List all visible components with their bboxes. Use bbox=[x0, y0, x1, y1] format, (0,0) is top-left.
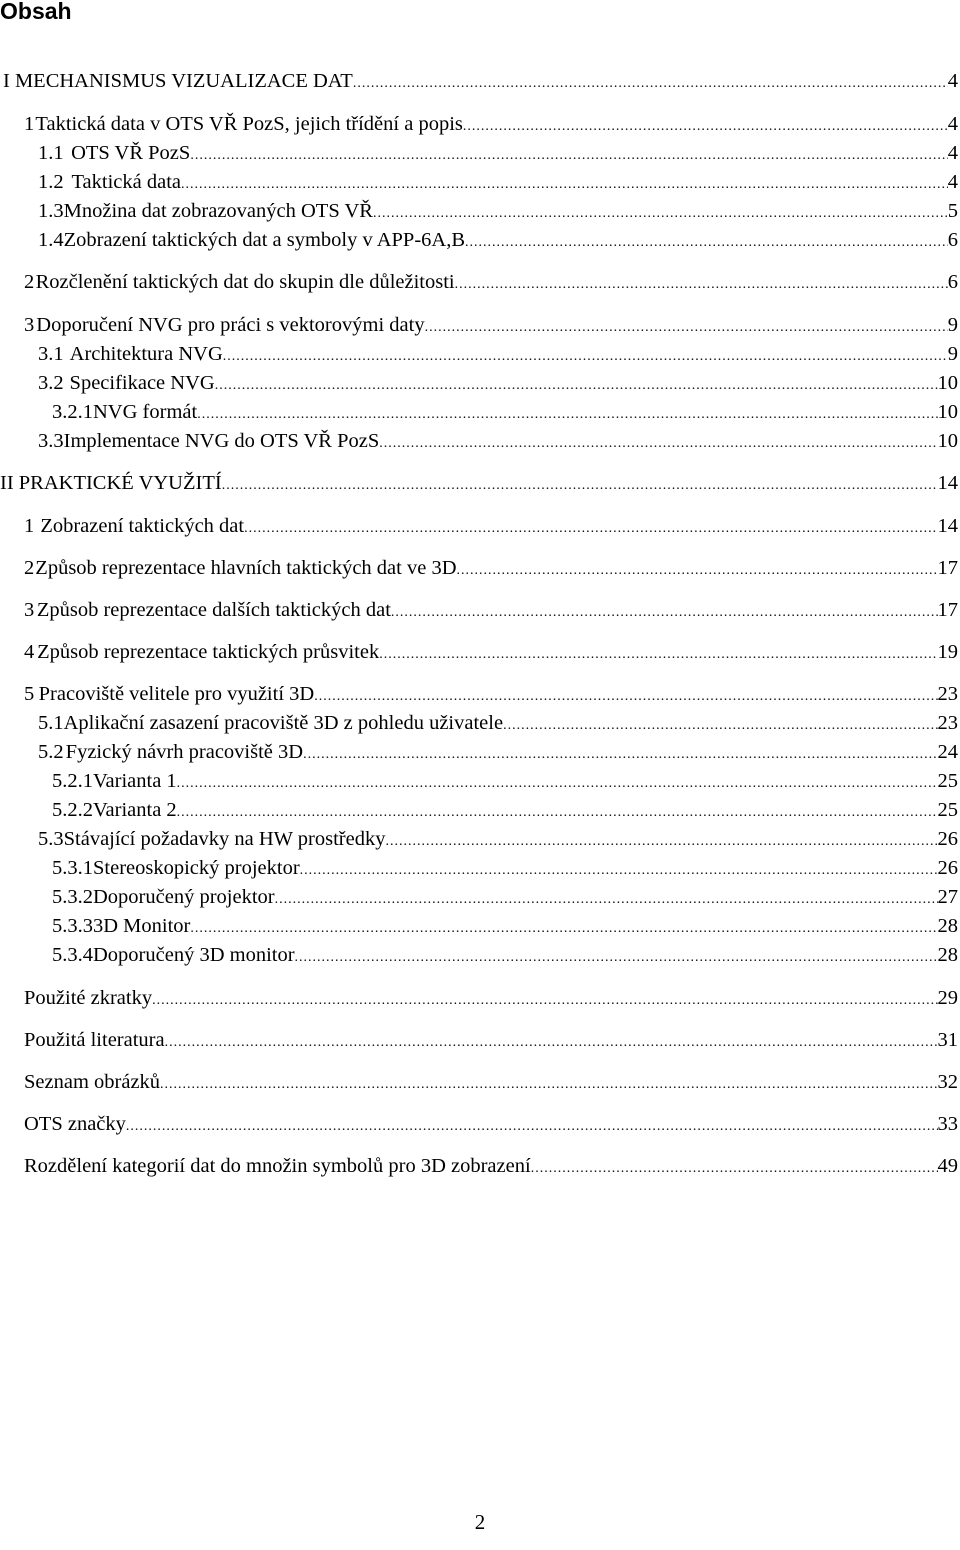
toc-entry-number: 5.3.4 bbox=[52, 944, 93, 966]
toc-entry[interactable] bbox=[0, 984, 958, 1015]
toc-entry-title: Způsob reprezentace dalších taktických dat bbox=[36, 599, 391, 621]
toc-entry[interactable] bbox=[0, 268, 958, 299]
toc-entry[interactable] bbox=[0, 469, 958, 500]
toc-entry-title: OTS značky bbox=[24, 1113, 126, 1135]
toc-entry-number: 4 bbox=[24, 641, 35, 663]
toc-entry[interactable] bbox=[0, 1026, 958, 1057]
toc-entry[interactable] bbox=[0, 854, 958, 885]
toc-entry-title: Taktická data bbox=[71, 171, 182, 193]
toc-entry-number: 5.2.2 bbox=[52, 799, 93, 821]
toc-entry-page: 19 bbox=[937, 641, 958, 663]
toc-entry-number: 5.3.1 bbox=[52, 857, 93, 879]
toc-leader-dots bbox=[303, 738, 937, 769]
toc-entry-page: 9 bbox=[947, 314, 958, 336]
toc-entry-number: 5.1 bbox=[38, 712, 64, 734]
toc-entry-number: 3.1 bbox=[38, 343, 64, 365]
toc-entry-title: Množina dat zobrazovaných OTS VŘ bbox=[63, 200, 373, 222]
toc-leader-dots bbox=[223, 340, 948, 371]
toc-entry[interactable] bbox=[0, 110, 958, 141]
toc-leader-dots bbox=[190, 139, 947, 170]
toc-leader-dots bbox=[373, 197, 948, 228]
toc-entry[interactable] bbox=[0, 1068, 958, 1099]
toc-entry[interactable] bbox=[0, 398, 958, 429]
toc-entry[interactable] bbox=[0, 67, 958, 98]
toc-entry-page: 25 bbox=[937, 799, 958, 821]
toc-leader-dots bbox=[314, 680, 937, 711]
toc-entry-title: Specifikace NVG bbox=[69, 372, 215, 394]
toc-entry-page: 23 bbox=[937, 712, 958, 734]
toc-entry-page: 6 bbox=[947, 271, 958, 293]
toc-leader-dots bbox=[126, 1110, 938, 1141]
toc-leader-dots bbox=[190, 912, 937, 943]
toc-entry-page: 28 bbox=[937, 944, 958, 966]
toc-leader-dots bbox=[455, 268, 948, 299]
toc-entry[interactable] bbox=[0, 427, 958, 458]
toc-leader-dots bbox=[353, 67, 948, 98]
toc-entry-title: II PRAKTICKÉ VYUŽITÍ bbox=[0, 472, 222, 494]
toc-entry[interactable] bbox=[0, 226, 958, 257]
toc-leader-dots bbox=[531, 1152, 938, 1183]
toc-entry-page: 23 bbox=[937, 683, 958, 705]
toc-entry-title: Doporučení NVG pro práci s vektorovými daty bbox=[36, 314, 425, 336]
toc-entry-page: 10 bbox=[937, 372, 958, 394]
toc-entry-number: 5.3.3 bbox=[52, 915, 93, 937]
toc-entry[interactable] bbox=[0, 369, 958, 400]
toc-entry-title: Taktická data v OTS VŘ PozS, jejich třídění a popis bbox=[35, 113, 463, 135]
toc-leader-dots bbox=[152, 984, 937, 1015]
toc-entry-number: 1.2 bbox=[38, 171, 64, 193]
toc-entry-title: Pracoviště velitele pro využití 3D bbox=[38, 683, 315, 705]
toc-entry-title: Varianta 2 bbox=[93, 799, 177, 821]
toc-entry[interactable] bbox=[0, 197, 958, 228]
toc-entry-page: 32 bbox=[937, 1071, 958, 1093]
toc-entry[interactable] bbox=[0, 168, 958, 199]
toc-entry-title: Rozčlenění taktických dat do skupin dle důležitosti bbox=[35, 271, 455, 293]
toc-leader-dots bbox=[275, 883, 938, 914]
toc-entry[interactable] bbox=[0, 738, 958, 769]
toc-entry-page: 5 bbox=[947, 200, 958, 222]
toc-entry-page: 28 bbox=[937, 915, 958, 937]
toc-entry-page: 4 bbox=[947, 142, 958, 164]
toc-entry[interactable] bbox=[0, 941, 958, 972]
toc-entry-title: Doporučený 3D monitor bbox=[93, 944, 295, 966]
toc-entry-number: 3 bbox=[24, 599, 35, 621]
toc-entry-number: 3.2.1 bbox=[52, 401, 93, 423]
toc-leader-dots bbox=[379, 427, 937, 458]
toc-entry-page: 17 bbox=[937, 599, 958, 621]
toc-heading: Obsah bbox=[0, 0, 72, 24]
toc-entry-title: Stávající požadavky na HW prostředky bbox=[63, 828, 386, 850]
toc-entry-title: NVG formát bbox=[93, 401, 198, 423]
toc-entry-number: 1 bbox=[24, 515, 35, 537]
toc-leader-dots bbox=[391, 596, 938, 627]
toc-entry-number: 3.2 bbox=[38, 372, 64, 394]
toc-entry-title: Stereoskopický projektor bbox=[93, 857, 300, 879]
toc-entry-page: 14 bbox=[937, 472, 958, 494]
toc-leader-dots bbox=[215, 369, 938, 400]
toc-entry-number: 5 bbox=[24, 683, 35, 705]
toc-entry-page: 4 bbox=[947, 171, 958, 193]
toc-entry-page: 9 bbox=[947, 343, 958, 365]
toc-entry-number: 3.3 bbox=[38, 430, 64, 452]
toc-entry-page: 14 bbox=[937, 515, 958, 537]
toc-entry-title: Zobrazení taktických dat bbox=[40, 515, 245, 537]
toc-entry-page: 26 bbox=[937, 857, 958, 879]
toc-entry-page: 27 bbox=[937, 886, 958, 908]
toc-leader-dots bbox=[300, 854, 938, 885]
toc-entry-number: 1.4 bbox=[38, 229, 64, 251]
toc-entry[interactable] bbox=[0, 1110, 958, 1141]
toc-entry-page: 4 bbox=[947, 70, 958, 92]
toc-entry-page: 6 bbox=[947, 229, 958, 251]
toc-entry-page: 29 bbox=[937, 987, 958, 1009]
toc-leader-dots bbox=[503, 709, 937, 740]
toc-leader-dots bbox=[463, 110, 948, 141]
toc-entry-title: I MECHANISMUS VIZUALIZACE DAT bbox=[3, 70, 353, 92]
toc-leader-dots bbox=[379, 638, 937, 669]
toc-entry-number: 2 bbox=[24, 557, 35, 579]
toc-leader-dots bbox=[244, 512, 937, 543]
toc-entry-number: 5.3 bbox=[38, 828, 64, 850]
toc-entry-number: 1.1 bbox=[38, 142, 64, 164]
toc-entry-title: Varianta 1 bbox=[93, 770, 177, 792]
toc-entry-number: 1 bbox=[24, 113, 35, 135]
toc-leader-dots bbox=[165, 1026, 938, 1057]
toc-entry-number: 5.2 bbox=[38, 741, 64, 763]
toc-entry-page: 10 bbox=[937, 401, 958, 423]
toc-entry-title: Implementace NVG do OTS VŘ PozS bbox=[63, 430, 380, 452]
toc-entry-title: Zobrazení taktických dat a symboly v APP-6A,B bbox=[63, 229, 466, 251]
toc-entry-number: 1.3 bbox=[38, 200, 64, 222]
toc-entry-page: 4 bbox=[947, 113, 958, 135]
toc-entry-title: OTS VŘ PozS bbox=[71, 142, 191, 164]
toc-entry[interactable] bbox=[0, 139, 958, 170]
toc-entry-page: 24 bbox=[937, 741, 958, 763]
toc-entry-title: Způsob reprezentace taktických průsvitek bbox=[37, 641, 380, 663]
toc-entry[interactable] bbox=[0, 767, 958, 798]
toc-leader-dots bbox=[177, 767, 938, 798]
toc-entry[interactable] bbox=[0, 638, 958, 669]
toc-entry[interactable] bbox=[0, 512, 958, 543]
toc-entry[interactable] bbox=[0, 340, 958, 371]
toc-entry-page: 26 bbox=[937, 828, 958, 850]
toc-entry-page: 17 bbox=[937, 557, 958, 579]
toc-entry[interactable] bbox=[0, 311, 958, 342]
page-number: 2 bbox=[474, 1510, 486, 1534]
toc-entry-title: Fyzický návrh pracoviště 3D bbox=[65, 741, 304, 763]
toc-entry[interactable] bbox=[0, 883, 958, 914]
toc-entry-number: 5.3.2 bbox=[52, 886, 93, 908]
toc-entry-number: 3 bbox=[24, 314, 35, 336]
toc-entry-title: Použité zkratky bbox=[24, 987, 153, 1009]
toc-entry-page: 31 bbox=[937, 1029, 958, 1051]
toc-entry-page: 10 bbox=[937, 430, 958, 452]
toc-entry[interactable] bbox=[0, 596, 958, 627]
toc-entry-title: Aplikační zasazení pracoviště 3D z pohledu uživatele bbox=[63, 712, 504, 734]
toc-entry-title: Seznam obrázků bbox=[24, 1071, 161, 1093]
toc-entry-number: 2 bbox=[24, 271, 35, 293]
toc-entry-title: Doporučený projektor bbox=[93, 886, 275, 908]
toc-entry-title: Rozdělení kategorií dat do množin symbolů pro 3D zobrazení bbox=[24, 1155, 531, 1177]
toc-entry[interactable] bbox=[0, 680, 958, 711]
toc-leader-dots bbox=[181, 168, 948, 199]
toc-entry-number: 5.2.1 bbox=[52, 770, 93, 792]
toc-leader-dots bbox=[385, 825, 937, 856]
toc-leader-dots bbox=[197, 398, 937, 429]
toc-entry[interactable] bbox=[0, 1152, 958, 1183]
toc-leader-dots bbox=[160, 1068, 937, 1099]
toc-leader-dots bbox=[425, 311, 948, 342]
toc-entry[interactable] bbox=[0, 554, 958, 585]
toc-entry-page: 33 bbox=[937, 1113, 958, 1135]
toc-leader-dots bbox=[177, 796, 938, 827]
toc-entry[interactable] bbox=[0, 796, 958, 827]
toc-entry-page: 25 bbox=[937, 770, 958, 792]
toc-entry-title: Architektura NVG bbox=[69, 343, 223, 365]
toc-leader-dots bbox=[457, 554, 938, 585]
toc-entry[interactable] bbox=[0, 709, 958, 740]
toc-leader-dots bbox=[295, 941, 938, 972]
toc-entry-title: Použitá literatura bbox=[24, 1029, 165, 1051]
toc-entry[interactable] bbox=[0, 825, 958, 856]
toc-entry-title: Způsob reprezentace hlavních taktických dat ve 3D bbox=[35, 557, 457, 579]
toc-entry[interactable] bbox=[0, 912, 958, 943]
toc-leader-dots bbox=[465, 226, 948, 257]
toc-entry-page: 49 bbox=[937, 1155, 958, 1177]
toc-leader-dots bbox=[222, 469, 938, 500]
toc-entry-title: 3D Monitor bbox=[93, 915, 191, 937]
